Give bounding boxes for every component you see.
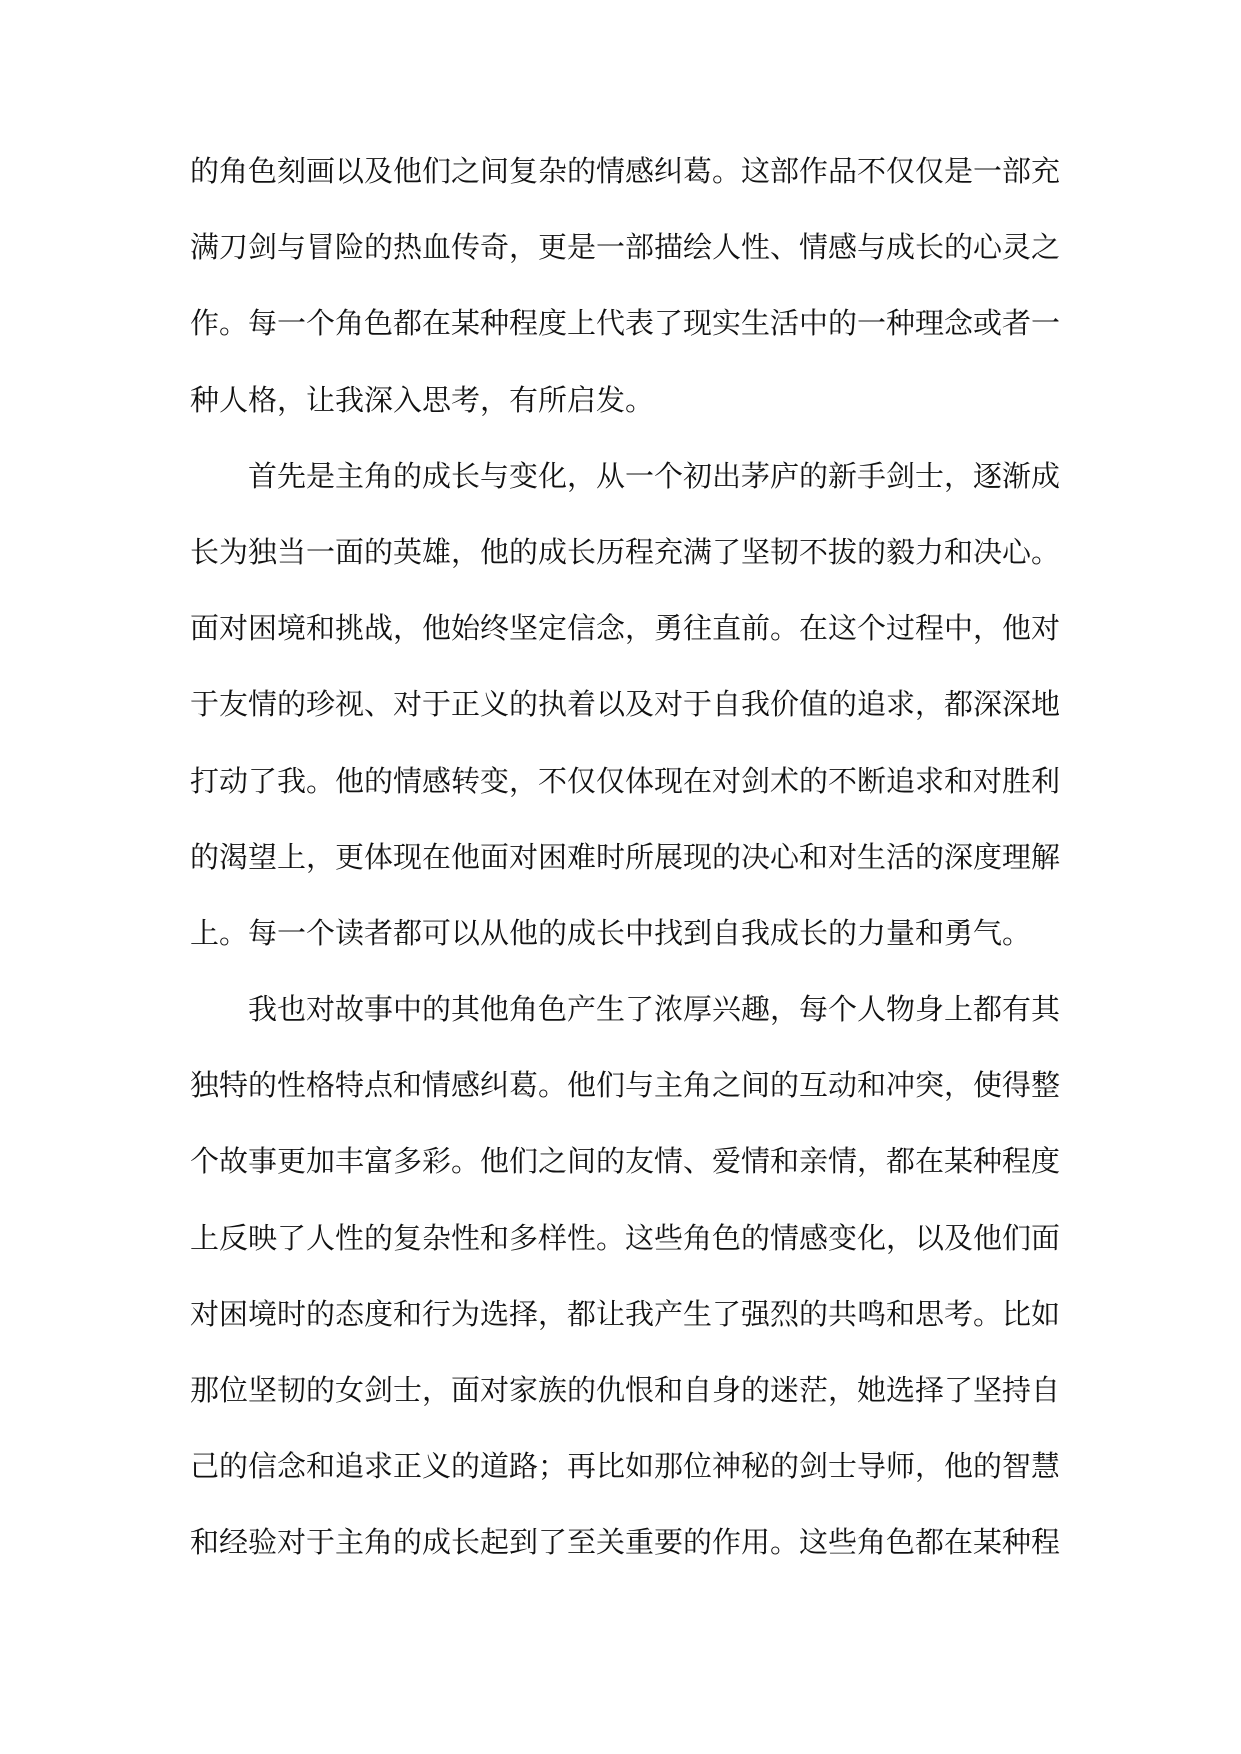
paragraph-line: 的角色刻画以及他们之间复杂的情感纠葛。这部作品不仅仅是一部充 (190, 154, 1061, 188)
paragraph-line: 上。每一个读者都可以从他的成长中找到自我成长的力量和勇气。 (190, 915, 1032, 950)
paragraph-line: 我也对故事中的其他角色产生了浓厚兴趣，每个人物身上都有其 (248, 992, 1061, 1027)
paragraph-line: 己的信念和追求正义的道路；再比如那位神秘的剑士导师，他的智慧 (190, 1449, 1061, 1484)
paragraph-line: 种人格，让我深入思考，有所启发。 (190, 382, 655, 417)
paragraph-line: 面对困境和挑战，他始终坚定信念，勇往直前。在这个过程中，他对 (190, 611, 1061, 646)
paragraph-line: 于友情的珍视、对于正义的执着以及对于自我价值的追求，都深深地 (190, 687, 1061, 722)
paragraph-line: 独特的性格特点和情感纠葛。他们与主角之间的互动和冲突，使得整 (190, 1068, 1061, 1103)
paragraph-1 (190, 133, 1062, 438)
paragraph-line: 首先是主角的成长与变化，从一个初出茅庐的新手剑士，逐渐成 (248, 458, 1061, 493)
paragraph-line: 长为独当一面的英雄，他的成长历程充满了坚韧不拔的毅力和决心。 (190, 534, 1061, 569)
paragraph-3 (190, 971, 1062, 1581)
paragraph-line: 上反映了人性的复杂性和多样性。这些角色的情感变化，以及他们面 (190, 1220, 1061, 1255)
paragraph-line: 那位坚韧的女剑士，面对家族的仇恨和自身的迷茫，她选择了坚持自 (190, 1373, 1061, 1407)
paragraph-line: 打动了我。他的情感转变，不仅仅体现在对剑术的不断追求和对胜利 (190, 763, 1061, 798)
paragraph-line: 满刀剑与冒险的热血传奇，更是一部描绘人性、情感与成长的心灵之 (190, 230, 1061, 265)
paragraph-line: 的渴望上，更体现在他面对困难时所展现的决心和对生活的深度理解 (190, 839, 1061, 874)
body-text (190, 133, 1062, 1581)
paragraph-line: 对困境时的态度和行为选择，都让我产生了强烈的共鸣和思考。比如 (190, 1296, 1061, 1331)
paragraph-line: 和经验对于主角的成长起到了至关重要的作用。这些角色都在某种程 (190, 1525, 1061, 1560)
paragraph-line: 个故事更加丰富多彩。他们之间的友情、爱情和亲情，都在某种程度 (190, 1144, 1061, 1179)
paragraph-line: 作。每一个角色都在某种程度上代表了现实生活中的一种理念或者一 (190, 306, 1061, 341)
paragraph-2 (190, 438, 1062, 971)
